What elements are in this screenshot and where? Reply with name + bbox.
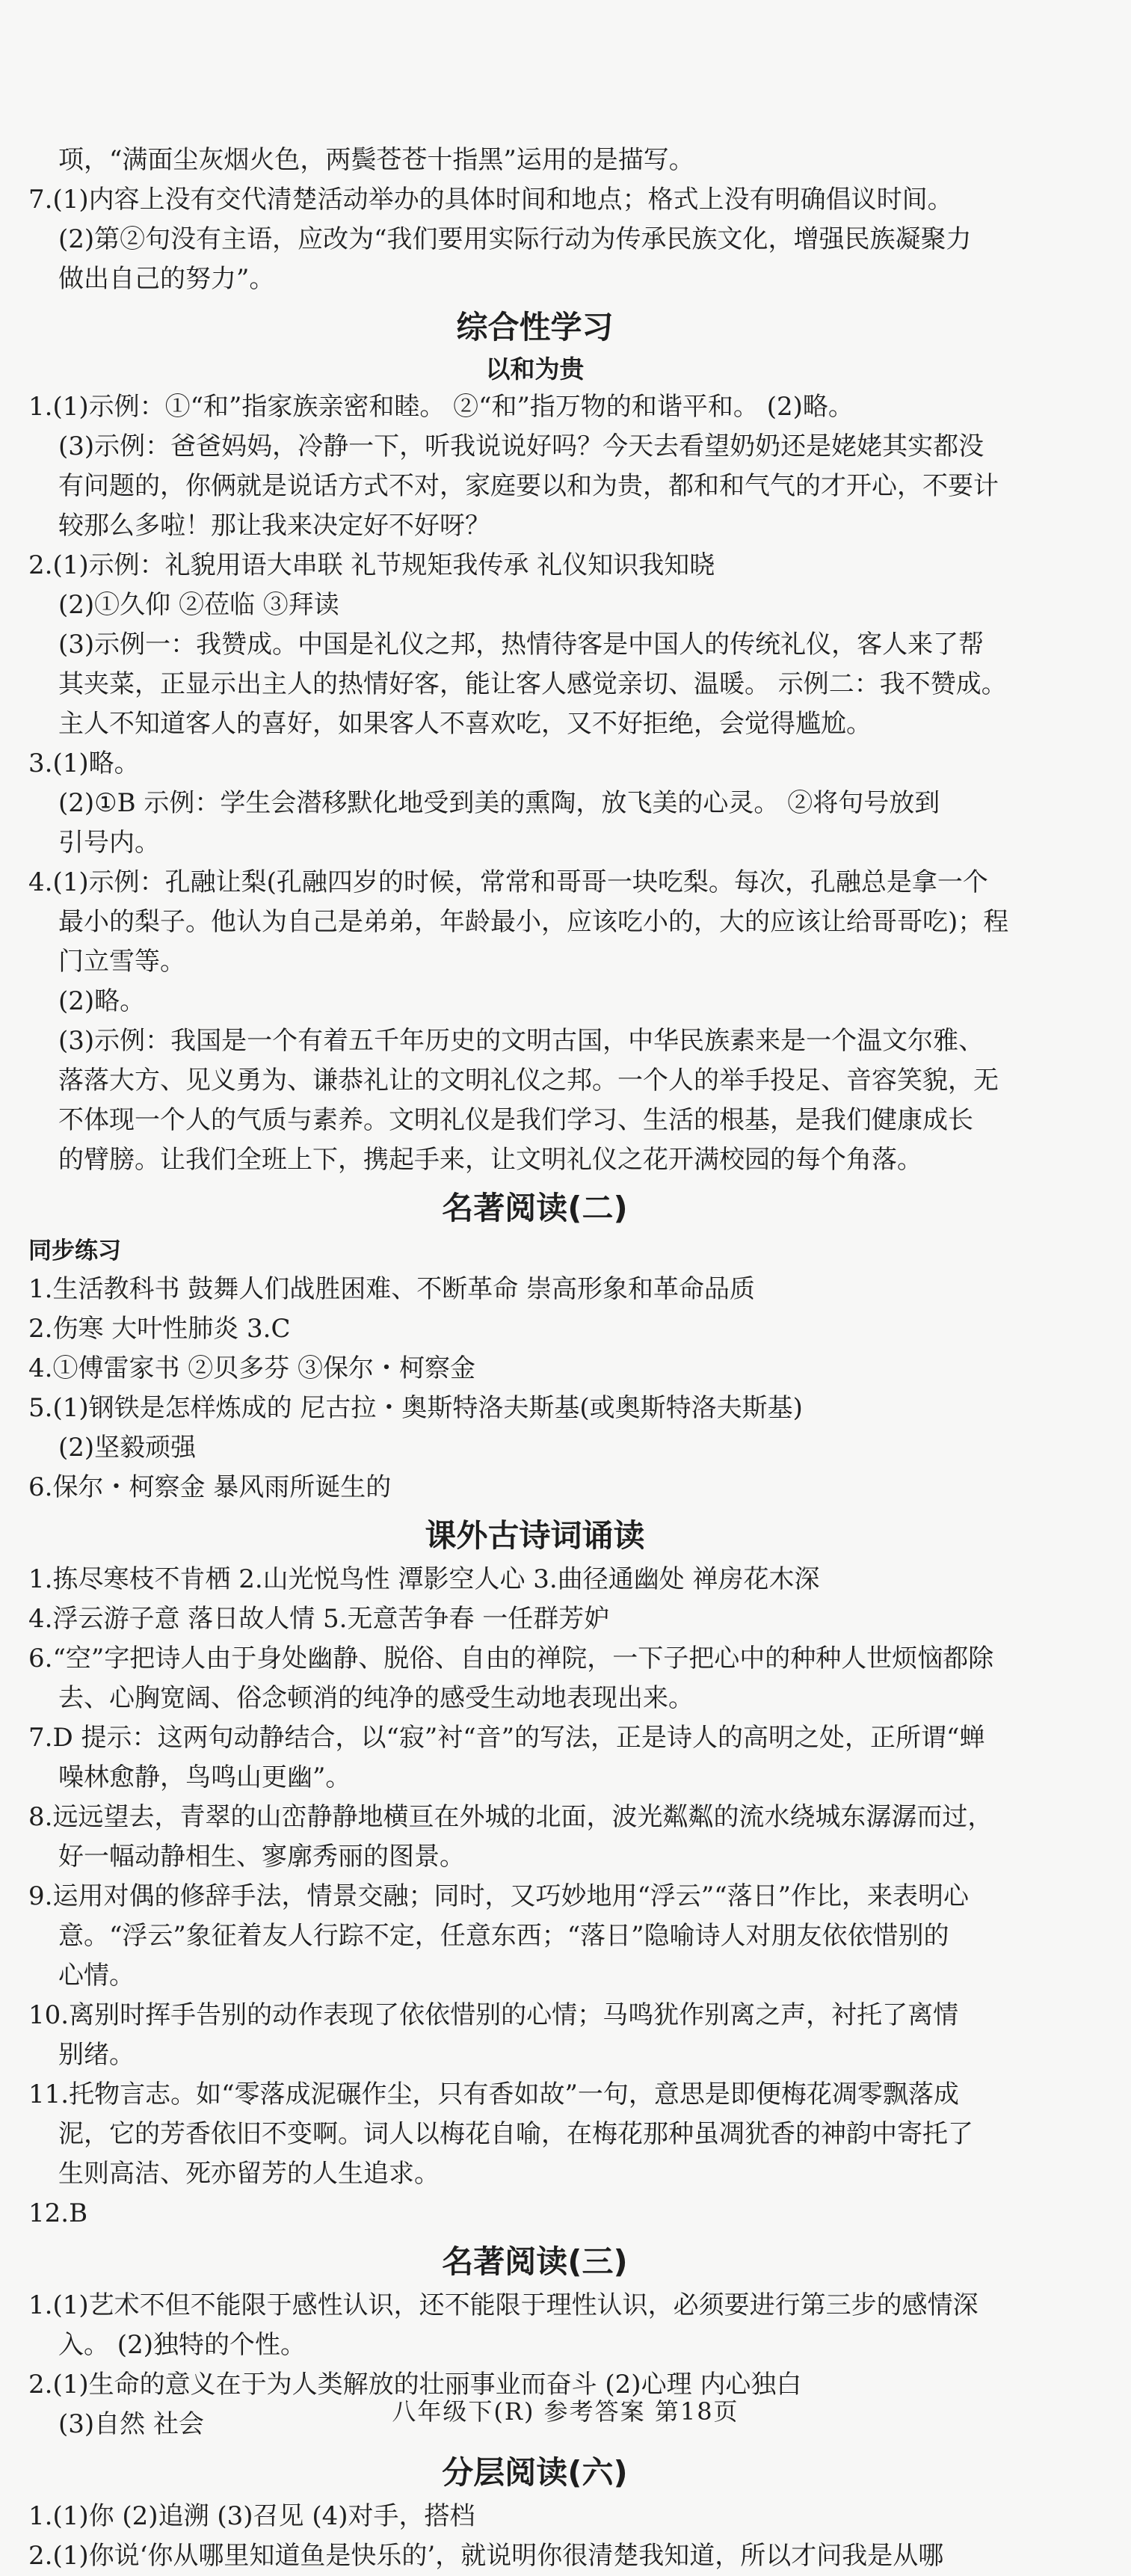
section-extracurricular-poetry: [28, 1512, 1041, 2234]
text-line: 的臂膀。让我们全班上下，携起手来，让文明礼仪之花开满校园的每个角落。: [58, 1145, 922, 1175]
text-line: (2)第②句没有主语，应改为“我们要用实际行动为传承民族文化，增强民族凝聚力: [58, 224, 972, 254]
text-line: 1.拣尽寒枝不肯栖 2.山光悦鸟性 潭影空人心 3.曲径通幽处 禅房花木深: [28, 1564, 820, 1594]
text-line: (3)示例：爸爸妈妈，冷静一下，听我说说好吗？今天去看望奶奶还是姥姥其实都没: [58, 431, 984, 461]
text-line: 落落大方、见义勇为、谦恭礼让的文明礼仪之邦。一个人的举手投足、音容笑貌，无: [58, 1066, 999, 1095]
text-line: 5.(1)钢铁是怎样炼成的 尼古拉・奥斯特洛夫斯基(或奥斯特洛夫斯基): [28, 1393, 803, 1423]
text-line: (2)坚毅顽强: [58, 1433, 197, 1463]
text-line: 引号内。: [58, 828, 160, 858]
section-subtitle: 以和为贵: [485, 354, 585, 384]
section-classics-reading-2: [28, 1184, 1041, 1507]
text-line: 2.(1)示例：礼貌用语大串联 礼节规矩我传承 礼仪知识我知晓: [28, 550, 715, 580]
text-line: 心情。: [58, 1961, 135, 1991]
text-line: 1.(1)你 (2)追溯 (3)召见 (4)对手，搭档: [28, 2501, 475, 2531]
text-line: 3.(1)略。: [28, 748, 140, 778]
text-line: 其夹菜，正显示出主人的热情好客，能让客人感觉亲切、温暖。 示例二：我不赞成。: [58, 669, 1007, 699]
text-line: 8.远远望去，青翠的山峦静静地横亘在外城的北面，波光粼粼的流水绕城东潺潺而过，: [28, 1802, 993, 1832]
text-line: 主人不知道客人的喜好，如果客人不喜欢吃，又不好拒绝，会觉得尴尬。: [58, 709, 872, 739]
page-footer: 八年级下(R) 参考答案 第18页: [392, 2397, 739, 2426]
text-line: 7.(1)内容上没有交代清楚活动举办的具体时间和地点；格式上没有明确倡议时间。: [28, 185, 953, 215]
text-line: 2.(1)生命的意义在于为人类解放的壮丽事业而奋斗 (2)心理 内心独白: [28, 2370, 802, 2400]
text-line: 11.托物言志。如“零落成泥碾作尘，只有香如故”一句，意思是即便梅花凋零飘落成: [28, 2079, 959, 2109]
text-line: 入。 (2)独特的个性。: [58, 2330, 306, 2360]
text-line: 门立雪等。: [58, 947, 185, 977]
section-title: 综合性学习: [456, 309, 614, 345]
text-line: 2.伤寒 大叶性肺炎 3.C: [28, 1314, 291, 1344]
text-line: 6.保尔・柯察金 暴风雨所诞生的: [28, 1472, 392, 1502]
text-line: 12.B: [28, 2198, 88, 2228]
text-line: 不体现一个人的气质与素养。文明礼仪是我们学习、生活的根基，是我们健康成长: [58, 1105, 973, 1135]
text-line: 4.浮云游子意 落日故人情 5.无意苦争春 一任群芳妒: [28, 1604, 610, 1634]
section-title: 课外古诗词诵读: [425, 1517, 645, 1554]
text-line: 10.离别时挥手告别的动作表现了依依惜别的心情；马鸣犹作别离之声，衬托了离情: [28, 2000, 959, 2030]
text-line: (2)略。: [58, 986, 146, 1016]
section-subtitle: 同步练习: [28, 1238, 121, 1264]
text-line: (2)①久仰 ②莅临 ③拜读: [58, 590, 339, 620]
text-line: 生则高洁、死亦留芳的人生追求。: [58, 2159, 440, 2189]
text-line: 2.(1)你说‘你从哪里知道鱼是快乐的’，就说明你很清楚我知道，所以才问我是从哪: [28, 2541, 944, 2571]
text-line: 1.(1)示例：①“和”指家族亲密和睦。 ②“和”指万物的和谐平和。 (2)略。: [28, 392, 854, 422]
text-line: 1.生活教科书 鼓舞人们战胜困难、不断革命 崇高形象和革命品质: [28, 1274, 756, 1304]
section-title: 名著阅读(二): [442, 1190, 628, 1226]
section-graded-reading-6: [28, 2449, 1041, 2576]
text-line: 最小的梨子。他认为自己是弟弟，年龄最小，应该吃小的，大的应该让给哥哥吃)；程: [58, 907, 1009, 937]
text-line: 较那么多啦！那让我来决定好不好呀？: [58, 511, 490, 541]
section-title: 分层阅读(六): [442, 2454, 628, 2491]
text-line: 好一幅动静相生、寥廓秀丽的图景。: [58, 1842, 465, 1872]
text-line: 项，“满面尘灰烟火色，两鬓苍苍十指黑”运用的是描写。: [58, 145, 694, 175]
text-line: 有问题的，你俩就是说话方式不对，家庭要以和为贵，都和和气气的才开心，不要计: [58, 471, 999, 501]
text-line: 意。“浮云”象征着友人行踪不定，任意东西；“落日”隐喻诗人对朋友依依惜别的: [58, 1921, 949, 1951]
section-title: 名著阅读(三): [442, 2243, 628, 2280]
text-line: (2)①B 示例：学生会潜移默化地受到美的熏陶，放飞美的心灵。 ②将句号放到: [58, 788, 940, 818]
text-line: 去、心胸宽阔、俗念顿消的纯净的感受生动地表现出来。: [58, 1683, 694, 1713]
text-line: (3)示例：我国是一个有着五千年历史的文明古国，中华民族素来是一个温文尔雅、: [58, 1026, 984, 1056]
text-line: 9.运用对偶的修辞手法，情景交融；同时，又巧妙地用“浮云”“落日”作比，来表明心: [28, 1881, 969, 1911]
text-line: 做出自己的努力”。: [58, 264, 275, 294]
section-comprehensive-study: [28, 304, 1041, 1180]
text-line: 4.(1)示例：孔融让梨(孔融四岁的时候，常常和哥哥一块吃梨。每次，孔融总是拿一个: [28, 867, 988, 897]
continued-answers: [28, 141, 1041, 299]
text-line: 1.(1)艺术不但不能限于感性认识，还不能限于理性认识，必须要进行第三步的感情深: [28, 2290, 979, 2320]
text-line: 4.①傅雷家书 ②贝多芬 ③保尔・柯察金: [28, 1353, 476, 1383]
text-line: 7.D 提示：这两句动静结合，以“寂”衬“音”的写法，正是诗人的高明之处，正所谓“蝉: [28, 1723, 985, 1753]
text-line: 噪林愈静，鸟鸣山更幽”。: [58, 1762, 351, 1792]
text-line: (3)自然 社会: [58, 2409, 204, 2439]
text-line: (3)示例一：我赞成。中国是礼仪之邦，热情待客是中国人的传统礼仪，客人来了帮: [58, 630, 984, 660]
text-line: 泥，它的芳香依旧不变啊。词人以梅花自喻，在梅花那种虽凋犹香的神韵中寄托了: [58, 2119, 973, 2149]
text-line: 别绪。: [58, 2040, 135, 2070]
text-line: 6.“空”字把诗人由于身处幽静、脱俗、自由的禅院，一下子把心中的种种人世烦恼都除: [28, 1644, 994, 1673]
